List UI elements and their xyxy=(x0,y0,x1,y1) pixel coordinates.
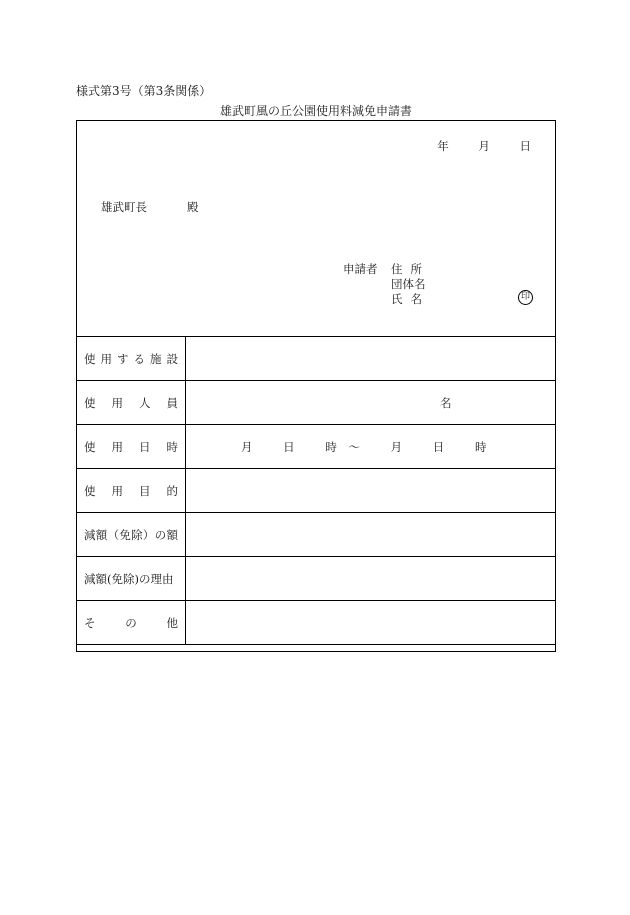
group-name-label: 団体名 xyxy=(391,277,426,291)
label-char: 額 xyxy=(95,527,108,542)
start-day-label: 日 xyxy=(283,439,295,454)
label-char: 除 xyxy=(131,527,143,542)
address-label: 住所 xyxy=(391,262,430,276)
people-count-label xyxy=(77,381,186,425)
table-row xyxy=(77,337,556,381)
row-label-text xyxy=(84,351,185,367)
range-tilde: ～ xyxy=(348,439,360,454)
label-char: 員 xyxy=(166,395,178,410)
label-char: 設 xyxy=(166,351,178,366)
label-char: 時 xyxy=(166,439,178,454)
datetime-field[interactable] xyxy=(186,425,556,469)
row-label-text xyxy=(84,615,185,631)
day-label: 日 xyxy=(519,139,531,153)
label-char: 施 xyxy=(150,351,162,366)
people-count-field[interactable] xyxy=(186,381,556,425)
label-char: 使 xyxy=(84,439,96,454)
addressee xyxy=(101,199,199,215)
label-char: 日 xyxy=(139,439,151,454)
reduction-amount-field[interactable] xyxy=(186,513,556,557)
form-title: 雄武町風の丘公園使用料減免申請書 xyxy=(219,104,412,118)
honorific: 殿 xyxy=(187,200,199,214)
label-char: 他 xyxy=(166,615,178,630)
application-form xyxy=(76,120,556,652)
month-label: 月 xyxy=(478,139,490,153)
end-day-label: 日 xyxy=(432,439,445,454)
label-char: そ xyxy=(84,615,96,630)
other-label xyxy=(77,601,186,645)
form-header xyxy=(77,121,555,336)
datetime-parts xyxy=(241,439,513,455)
label-char: 用 xyxy=(111,483,123,498)
label-char: 用 xyxy=(100,351,112,366)
end-month-label: 月 xyxy=(390,439,403,454)
label-char: 使 xyxy=(84,483,96,498)
datetime-label xyxy=(77,425,186,469)
facility-label xyxy=(77,337,186,381)
label-char: 使 xyxy=(84,395,96,410)
people-unit: 名 xyxy=(440,395,452,410)
purpose-label xyxy=(77,469,186,513)
start-hour-label: 時 xyxy=(325,439,337,454)
applicant-label: 申請者 xyxy=(343,262,378,276)
reduction-reason-field[interactable] xyxy=(186,557,556,601)
label-char: （ xyxy=(107,527,120,542)
purpose-field[interactable] xyxy=(186,469,556,513)
addressee-name: 雄武町長 xyxy=(101,200,147,214)
label-char: 額 xyxy=(166,527,178,542)
start-month-label: 月 xyxy=(241,439,253,454)
label-char: 用 xyxy=(111,395,123,410)
table-row xyxy=(77,601,556,645)
label-char: 目 xyxy=(139,483,151,498)
label-char: 免 xyxy=(119,527,131,542)
facility-field[interactable] xyxy=(186,337,556,381)
row-label-text xyxy=(84,395,185,411)
label-char: 用 xyxy=(111,439,123,454)
end-hour-label: 時 xyxy=(474,439,487,454)
reduction-amount-label xyxy=(77,513,186,557)
table-row xyxy=(77,469,556,513)
table-row xyxy=(77,425,556,469)
label-char: 的 xyxy=(166,483,178,498)
label-char: 減 xyxy=(84,527,96,542)
row-label-text xyxy=(84,527,185,543)
form-fields-table xyxy=(76,336,556,645)
row-label-text xyxy=(84,439,185,455)
label-char: 人 xyxy=(139,395,151,410)
label-char: 使 xyxy=(84,351,96,366)
label-char: ） xyxy=(142,527,155,542)
table-row xyxy=(77,381,556,425)
other-field[interactable] xyxy=(186,601,556,645)
table-row xyxy=(77,557,556,601)
seal-icon: 印 xyxy=(518,290,533,305)
label-char: す xyxy=(117,351,129,366)
reduction-reason-label: 減額(免除)の理由 xyxy=(77,557,186,601)
row-label-text xyxy=(84,483,185,499)
form-number: 様式第3号（第3条関係） xyxy=(76,84,212,98)
label-char: る xyxy=(133,351,145,366)
label-char: の xyxy=(154,527,167,542)
table-row xyxy=(77,513,556,557)
date-line xyxy=(437,138,531,154)
year-label: 年 xyxy=(437,139,449,153)
label-char: の xyxy=(125,615,137,630)
name-label: 氏名 xyxy=(391,292,430,306)
